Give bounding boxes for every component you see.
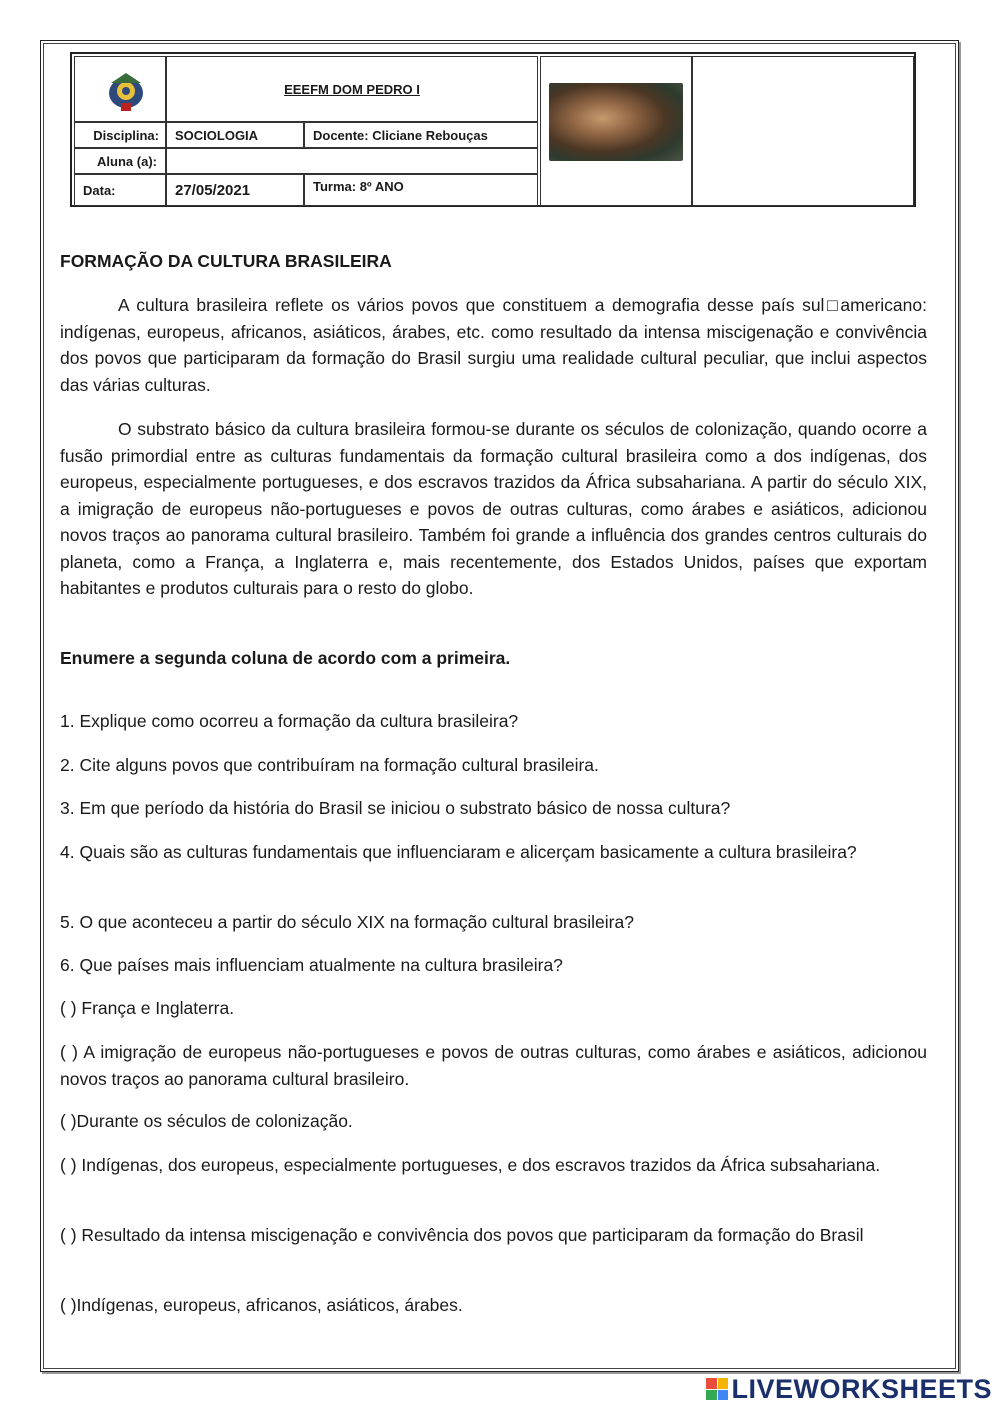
answer-6[interactable]: ( )Indígenas, europeus, africanos, asiáticos, árabes. (60, 1295, 463, 1315)
page-title: FORMAÇÃO DA CULTURA BRASILEIRA (60, 251, 392, 271)
question-2: 2. Cite alguns povos que contribuíram na formação cultural brasileira. (60, 755, 599, 775)
answer-2[interactable]: ( ) A imigração de europeus não-portugueses e povos de outras culturas, como árabes e asiáticos, adicionou novos traços ao panorama cultural brasileiro. (60, 1042, 927, 1089)
school-name: EEEFM DOM PEDRO I (166, 56, 538, 122)
class-name: Turma: 8º ANO (304, 174, 538, 206)
student-name-field[interactable] (166, 148, 538, 174)
portrait-cell (540, 56, 692, 206)
answer-3[interactable]: ( )Durante os séculos de colonização. (60, 1111, 353, 1131)
brand-name: LIVEWORKSHEETS (731, 1373, 992, 1404)
date-label: Data: (74, 174, 166, 206)
paragraph-1: A cultura brasileira reflete os vários povos que constituem a demografia desse país sul□americano: indígenas, europeus, africanos, asiáticos, árabes, etc. como resultado da intensa miscigenação e convivência dos povos que participaram da formação do Brasil surgiu uma realidade cultural peculiar, que inclui aspectos das várias culturas. (60, 295, 927, 395)
discipline-value: SOCIOLOGIA (166, 122, 304, 148)
answer-5[interactable]: ( ) Resultado da intensa miscigenação e convivência dos povos que participaram da formação do Brasil (60, 1225, 864, 1245)
instruction: Enumere a segunda coluna de acordo com a primeira. (60, 648, 511, 668)
school-crest-icon (105, 69, 147, 113)
answer-4[interactable]: ( ) Indígenas, dos europeus, especialmente portugueses, e dos escravos trazidos da África subsahariana. (60, 1155, 881, 1175)
crest-cell (74, 56, 166, 122)
question-6: 6. Que países mais influenciam atualmente na cultura brasileira? (60, 955, 563, 975)
date-value: 27/05/2021 (166, 174, 304, 206)
answer-1[interactable]: ( ) França e Inglaterra. (60, 998, 235, 1018)
question-5: 5. O que aconteceu a partir do século XIX na formação cultural brasileira? (60, 912, 634, 932)
discipline-label: Disciplina: (74, 122, 166, 148)
question-3: 3. Em que período da história do Brasil se iniciou o substrato básico de nossa cultura? (60, 798, 731, 818)
question-4: 4. Quais são as culturas fundamentais que influenciaram e alicerçam basicamente a cultura brasileira? (60, 842, 857, 862)
paragraph-2: O substrato básico da cultura brasileira formou-se durante os séculos de colonização, quando ocorre a fusão primordial entre as culturas fundamentais da formação cultural brasileira como a dos indígenas, dos europeus, especialmente portugueses, e dos escravos trazidos da África subsahariana. A partir do século XIX, a imigração de europeus não-portugueses e povos de outras culturas, como árabes e asiáticos, adicionou novos traços ao panorama cultural brasileiro. Também foi grande a influência dos grandes centros culturais do planeta, como a França, a Inglaterra e, mais recentemente, dos Estados Unidos, países que exportam habitantes e produtos culturais para o resto do globo. (60, 419, 927, 598)
portrait-image (549, 83, 683, 161)
liveworksheets-logo (706, 1371, 992, 1407)
header-table (70, 52, 916, 207)
logo-mark-icon (706, 1378, 728, 1400)
student-label: Aluna (a): (74, 148, 166, 174)
teacher-name: Docente: Cliciane Rebouças (304, 122, 538, 148)
blank-cell (692, 56, 914, 206)
question-1: 1. Explique como ocorreu a formação da cultura brasileira? (60, 711, 519, 731)
